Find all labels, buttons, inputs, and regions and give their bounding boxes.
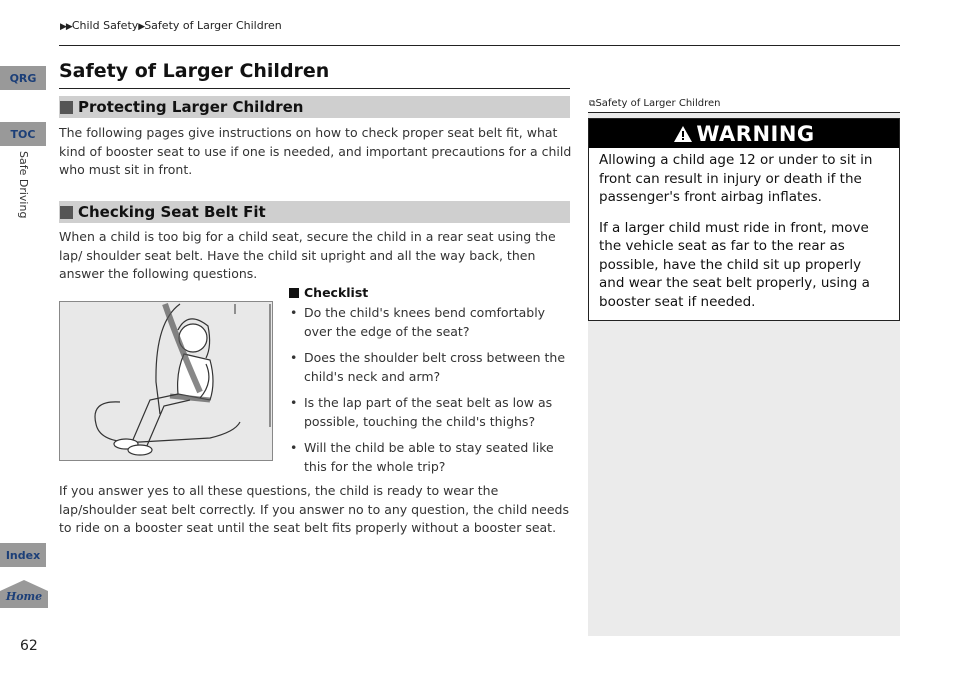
section-paragraph: The following pages give instructions on how to check proper seat belt fit, what kind of booster seat to use if one is needed, and important precautions for a child who must sit in front.	[59, 125, 572, 177]
qrg-tab[interactable]: QRG	[0, 66, 46, 90]
home-tab[interactable]	[0, 579, 48, 609]
sidebar-reference-label: Safety of Larger Children	[595, 98, 721, 109]
index-tab[interactable]: Index	[0, 543, 46, 567]
breadcrumb-current[interactable]: Safety of Larger Children	[144, 19, 282, 32]
breadcrumb-arrow-icon: ▶	[138, 22, 145, 32]
home-label: Home	[5, 590, 43, 603]
child-seat-belt-illustration	[59, 301, 273, 461]
checklist-item: • Is the lap part of the seat belt as low as possible, touching the child's thighs?	[289, 393, 574, 431]
checklist-item: • Does the shoulder belt cross between the child's neck and arm?	[289, 348, 574, 386]
section-label: Safe Driving	[17, 151, 30, 219]
breadcrumb-arrow-icon: ▶▶	[60, 22, 72, 32]
warning-icon	[673, 125, 693, 143]
checklist	[289, 303, 574, 483]
warning-title: WARNING	[696, 121, 815, 146]
breadcrumb-parent[interactable]: Child Safety	[71, 19, 139, 32]
checklist-item: • Will the child be able to stay seated like this for the whole trip?	[289, 438, 574, 476]
warning-paragraph: If a larger child must ride in front, move the vehicle seat as far to the rear as possible, have the child sit up properly and wear the seat belt properly, using a booster seat if needed.	[599, 219, 870, 310]
warning-body	[589, 148, 899, 311]
square-bullet-icon	[60, 206, 73, 219]
square-bullet-icon	[289, 288, 299, 298]
checklist-heading	[289, 285, 368, 300]
toc-tab[interactable]: TOC	[0, 122, 46, 146]
title-divider	[59, 88, 570, 89]
warning-box	[588, 118, 900, 321]
page-title: Safety of Larger Children	[59, 60, 330, 82]
warning-paragraph: Allowing a child age 12 or under to sit in front can result in injury or death if the passenger's front airbag inflates.	[599, 152, 873, 205]
page-number: 62	[20, 638, 38, 654]
checklist-item: • Do the child's knees bend comfortably over the edge of the seat?	[289, 303, 574, 341]
section-heading-protecting	[59, 96, 570, 118]
section-heading-checking	[59, 201, 570, 223]
section-heading-text: Checking Seat Belt Fit	[78, 203, 266, 221]
section-heading-text: Protecting Larger Children	[78, 98, 304, 116]
child-in-seat-drawing	[60, 302, 272, 460]
sidebar-reference[interactable]	[588, 96, 900, 113]
home-icon	[0, 579, 48, 609]
warning-header	[589, 119, 899, 148]
reference-arrow-icon: ⧉	[589, 99, 596, 109]
section-paragraph: When a child is too big for a child seat, secure the child in a rear seat using the lap/ shoulder seat belt. Have the child sit upright and all the way back, then answer the following questions.	[59, 229, 556, 281]
conclusion-paragraph: If you answer yes to all these questions, the child is ready to wear the lap/shoulder seat belt correctly. If you answer no to any question, the child needs to ride on a booster seat until the seat belt fits properly without a booster seat.	[59, 483, 569, 535]
checklist-title: Checklist	[304, 285, 369, 300]
breadcrumb	[60, 19, 282, 32]
top-divider	[59, 45, 900, 46]
square-bullet-icon	[60, 101, 73, 114]
